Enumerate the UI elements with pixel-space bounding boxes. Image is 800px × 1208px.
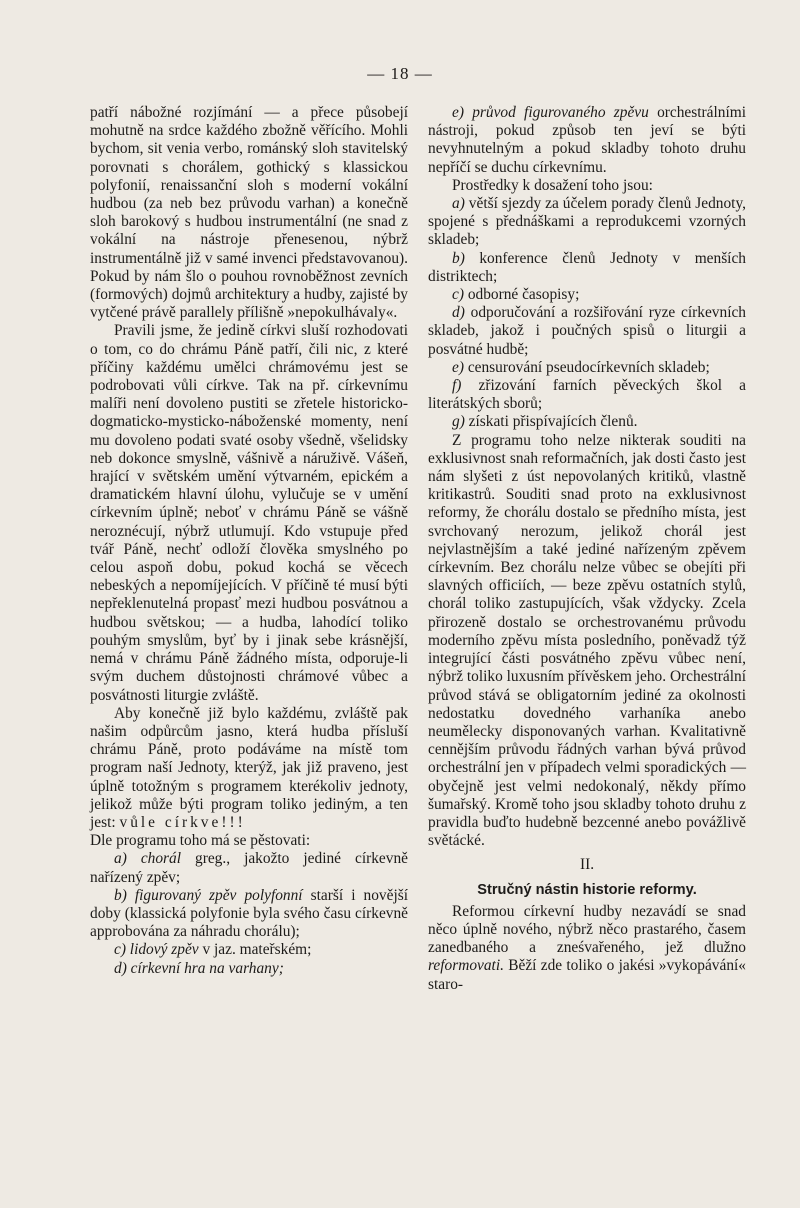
program-item: e) průvod figurovaného zpěvu orchestrálními nástroji, pokud způsob ten jeví se býti nevyhnutelným a pokud skladby tohoto druhu nepříčí se duchu církevnímu. — [428, 104, 746, 176]
means-item: c) odborné časopisy; — [452, 286, 580, 304]
paragraph: Pravili jsme, že jedině církvi sluší rozhodovati o tom, co do chrámu Páně patří, čili nic, z které příčiny každému umělci chrámovému jest se podrobovati vůli církve. Tak na př. církevnímu malíři není dovoleno pustiti se zřetele historicko-dogmaticko-mysticko-náboženské momenty, není mu dovoleno podati svaté osoby všedně, všelidsky neb dokonce smyslně, vášnivě a náruživě. Vášeň, hrající v světském umění výtvarném, epickém a dramatickém hlavní úlohu, vylučuje se v umění církevním úplně; neboť v chrámu Páně se vášně neroznécují, nýbrž utlumují. Kdo vstupuje před tvář Páně, nechť odloží člověka smyslného po celou aspoň dobu, pokud kochá se věcech nebeských a nepomíjejících. V příčině té musí býti nepřeklenutelná propasť mezi hudbou posvátnou a hudbou světskou; — a hudba, lahodící toliko pouhým smyslům, byť by i jinak sebe krásnější, nemá v chrámu Páně žádného místa, odporuje-li svým duchem důstojnosti chrámové vůbec a posvátnosti liturgie zvláště. — [90, 322, 408, 704]
means-item: d) odporučování a rozšiřování ryze církevních skladeb, jakož i poučných spisů o liturgii a posvátné hudbě; — [428, 304, 746, 358]
means-item: f) zřizování farních pěveckých škol a literátských sborů; — [428, 377, 746, 413]
program-item: b) figurovaný zpěv polyfonní starší i novější doby (klassická polyfonie byla svého času církevně approbována za náhradu chorálu); — [90, 886, 408, 941]
means-intro: Prostředky k dosažení toho jsou: — [452, 176, 653, 194]
paragraph: patří nábožné rozjímání — a přece působejí mohutně na srdce každého zbožně věřícího. Mohli bychom, sit venia verbo, románský sloh stavitelský porovnati s chorálem, gothický s klassickou polyfonií, renaissanční sloh s moderní vokální hudbou (za neb bez průvodu varhan) a konečně sloh barokový s hudbou instrumentální (ne snad z vokální na nástroje přenesenou, nýbrž instrumentálně již v samé invenci představovanou). Pokud by nám šlo o pouhou rovnoběžnost zevních (formových) dojmů architektury a hudby, zajisté by vytčené právě parallely přílišně »nepokulhávaly«. — [90, 104, 408, 322]
paragraph: Z programu toho nelze nikterak souditi na exklusivnost snah reformačních, jak dosti často jest nám slyšeti z úst nepovolaných kritiků, vlastně kritikastrů. Souditi snad proto na exklusivnost reformy, že chorálu dostalo se předního místa, jest svrchovaný nerozum, jelikož chorál jest nejvlastnějším a také jediné nařízeným zpěvem církevním. Bez chorálu nelze vůbec se obejíti při slavných officiích, — beze zpěvu ostatních stylů, chorál toliko zastupujících, však vždycky. Zcela přirozeně dostalo se orchestrovanému průvodu moderního zpěvu místa posledního, poněvadž týž integrující části posvátného zpěvu vůbec není, nýbrž toliko luxusním přívěskem jeho. Orchestrální průvod stává se obligatorním jediné za okolnosti nedostatku dovedného varhaníka anebo neumělecky disponovaných varhan. Kvalitativně cennějším průvodu řádných varhan bývá průvod orchestrální jen v případech velmi sporadických — obyčejně jest velmi nedokonalý, někdy přímo šumařský. Kromě toho jsou skladby tohoto druhu z pravidla buďto hudebně bezcenné anebo povážlivě světácké. — [428, 431, 747, 850]
program-intro: Dle programu toho má se pěstovati: — [90, 832, 311, 850]
section-number: II. — [579, 856, 595, 874]
program-item: c) lidový zpěv v jaz. mateřském; — [114, 941, 312, 959]
left-column — [90, 104, 408, 978]
section-title: Stručný nástin historie reformy. — [477, 881, 697, 898]
page-number: — 18 — — [367, 64, 433, 83]
means-item: e) censurování pseudocírkevních skladeb; — [452, 358, 710, 376]
paragraph: Aby konečně již bylo každému, zvláště pak našim odpůrcům jasno, která hudba přísluší chrámu Páně, proto podáváme na místě tom program naší Jednoty, kterýž, jak již praveno, jest úplně totožným s programem kterékoliv jednoty, jelikož může býti program toliko jediným, a ten jest: vůle církve!!! — [90, 704, 408, 831]
means-item: g) získati přispívajících členů. — [452, 413, 638, 431]
motto: vůle církve!!! — [119, 813, 246, 831]
program-item: a) chorál greg., jakožto jediné církevně nařízený zpěv; — [90, 850, 408, 886]
means-item: a) větší sjezdy za účelem porady členů Jednoty, spojené s přednáškami a reprodukcemi vzorných skladeb; — [428, 195, 746, 249]
paragraph: Reformou církevní hudby nezavádí se snad něco úplně nového, nýbrž něco prastarého, časem zanedbaného a zneśvařeného, jež dlužno reformovati. Běží zde toliko o jakési »vykopávání« staro- — [428, 902, 746, 993]
means-item: b) konference členů Jednoty v menších distriktech; — [428, 249, 746, 285]
right-column — [428, 104, 746, 994]
program-item: d) církevní hra na varhany; — [114, 959, 284, 977]
